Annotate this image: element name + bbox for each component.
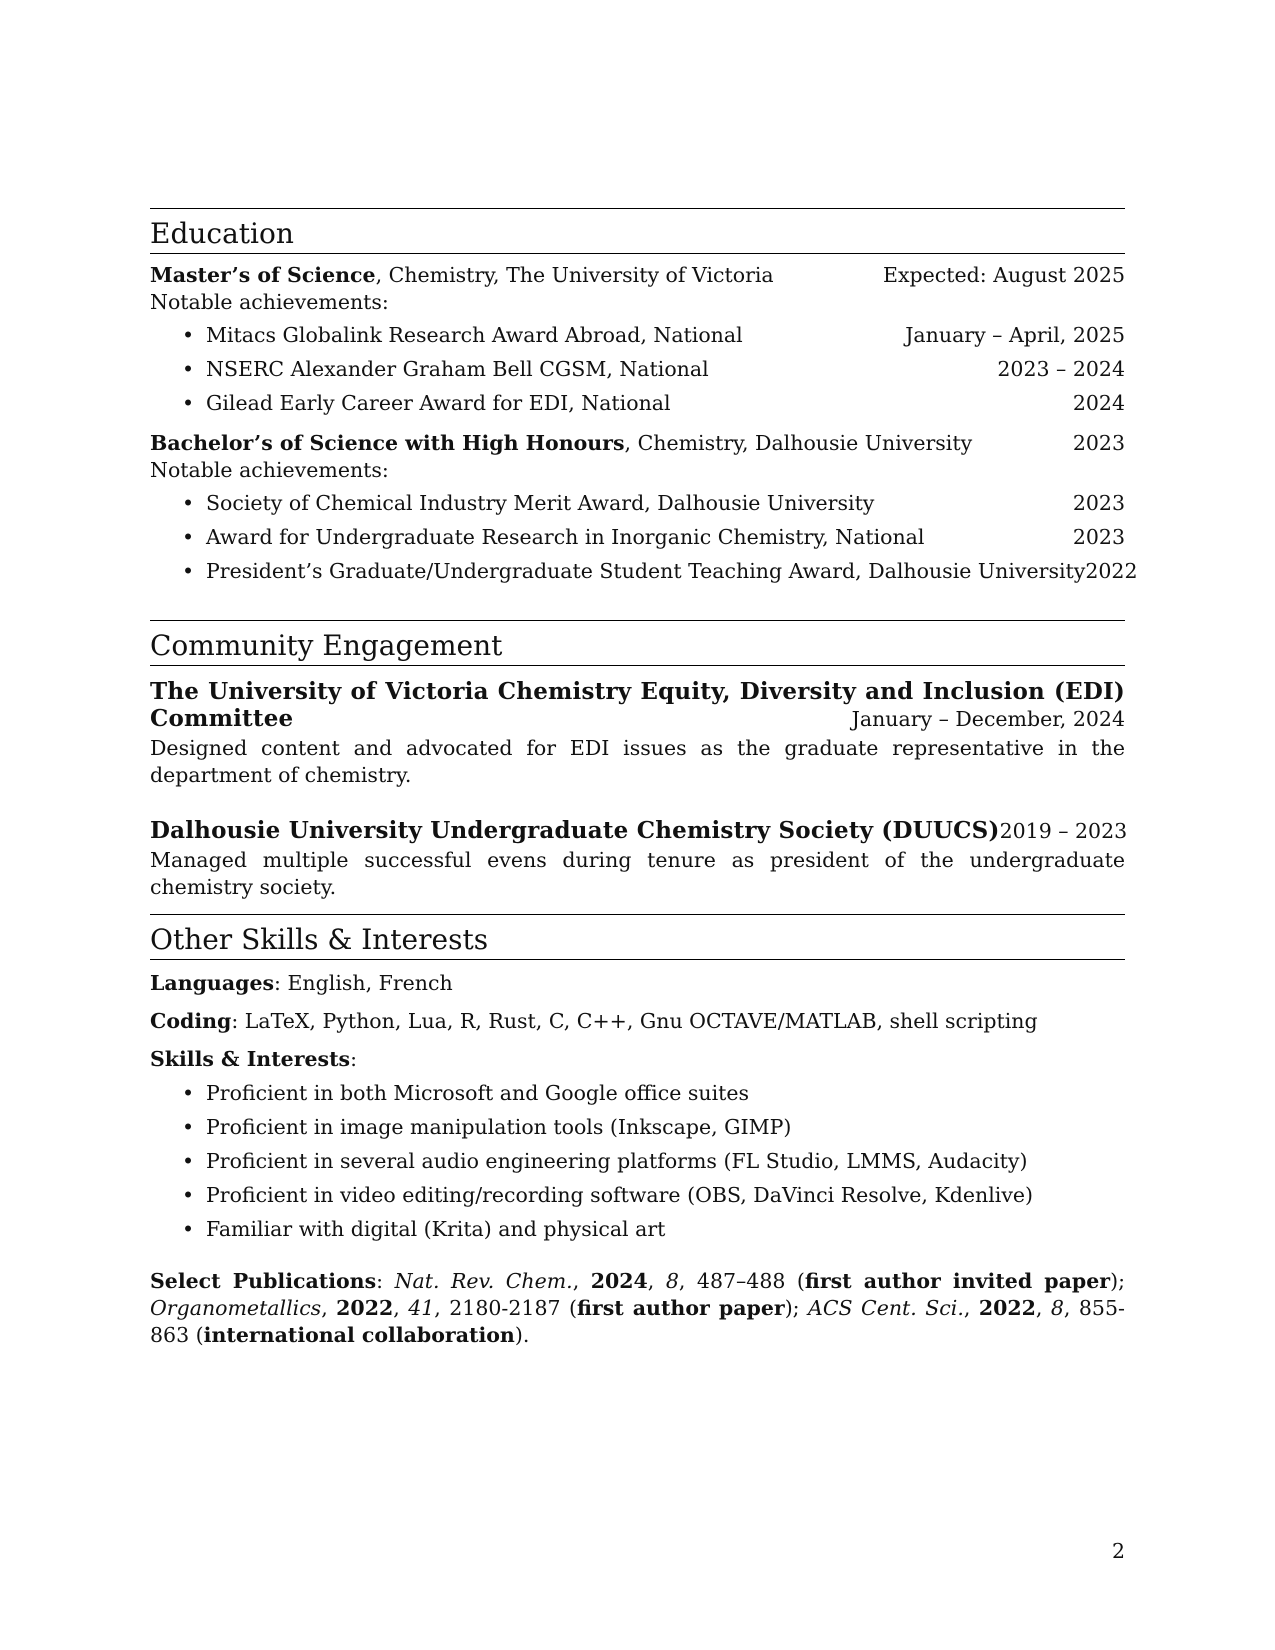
bullet-icon: • bbox=[182, 525, 195, 549]
skills-list bbox=[150, 1076, 1125, 1246]
list-item: • Society of Chemical Industry Merit Award, Dalhousie University 2023 bbox=[182, 486, 1125, 520]
list-item: • Familiar with digital (Krita) and physical art bbox=[182, 1212, 1125, 1246]
bullet-icon: • bbox=[182, 1149, 195, 1173]
list-item: • Proficient in image manipulation tools (Inkscape, GIMP) bbox=[182, 1110, 1125, 1144]
bachelors-degree: Bachelor’s of Science with High Honours bbox=[150, 431, 625, 455]
section-rule bbox=[150, 914, 1125, 915]
bachelors-notable-label: Notable achievements: bbox=[150, 458, 389, 482]
masters-achievements bbox=[150, 318, 1125, 420]
masters-entry bbox=[150, 262, 1125, 420]
duucs-entry bbox=[150, 817, 1128, 901]
community-section bbox=[150, 620, 1128, 901]
skills-section bbox=[150, 914, 1125, 1349]
skills-title: Other Skills & Interests bbox=[150, 923, 1125, 960]
bachelors-header bbox=[150, 430, 1125, 457]
bullet-icon: • bbox=[182, 391, 195, 415]
section-rule bbox=[150, 208, 1125, 209]
bullet-icon: • bbox=[182, 1183, 195, 1207]
edi-committee-name: The University of Victoria Chemistry Equity, Diversity and Inclusion (EDI) bbox=[150, 678, 1125, 705]
education-title: Education bbox=[150, 217, 1125, 254]
masters-degree: Master’s of Science bbox=[150, 263, 376, 287]
edi-committee-desc: Designed content and advocated for EDI issues as the graduate representative in the department of chemistry. bbox=[150, 736, 1125, 787]
bachelors-entry bbox=[150, 430, 1138, 588]
bullet-icon: • bbox=[182, 1081, 195, 1105]
edi-committee-entry bbox=[150, 678, 1125, 789]
coding-line: Coding: LaTeX, Python, Lua, R, Rust, C, C++, Gnu OCTAVE/MATLAB, shell scripting bbox=[150, 1009, 1038, 1033]
bullet-icon: • bbox=[182, 559, 195, 583]
bullet-icon: • bbox=[182, 357, 195, 381]
duucs-name: Dalhousie University Undergraduate Chemistry Society (DUUCS) bbox=[150, 817, 1000, 844]
education-section bbox=[150, 208, 1138, 588]
bachelors-achievements bbox=[150, 486, 1138, 588]
bachelors-school: , Chemistry, Dalhousie University bbox=[624, 431, 973, 455]
duucs-desc: Managed multiple successful evens during tenure as president of the undergraduate chemistry society. bbox=[150, 848, 1125, 899]
edi-committee-name-cont: Committee bbox=[150, 705, 294, 732]
bullet-icon: • bbox=[182, 491, 195, 515]
cv-page bbox=[150, 0, 1138, 1650]
list-item: • President’s Graduate/Undergraduate Student Teaching Award, Dalhousie University 2022 bbox=[182, 554, 1125, 588]
list-item: • Proficient in several audio engineering platforms (FL Studio, LMMS, Audacity) bbox=[182, 1144, 1125, 1178]
masters-notable-label: Notable achievements: bbox=[150, 290, 389, 314]
bullet-icon: • bbox=[182, 323, 195, 347]
list-item: • NSERC Alexander Graham Bell CGSM, National 2023 – 2024 bbox=[182, 352, 1125, 386]
masters-date: Expected: August 2025 bbox=[883, 263, 1125, 287]
list-item: • Gilead Early Career Award for EDI, National 2024 bbox=[182, 386, 1125, 420]
masters-header bbox=[150, 262, 1125, 289]
skills-interests-label: Skills & Interests: bbox=[150, 1047, 358, 1071]
page-number: 2 bbox=[1111, 1539, 1125, 1563]
edi-committee-date: January – December, 2024 bbox=[851, 707, 1125, 731]
bullet-icon: • bbox=[182, 1217, 195, 1241]
masters-school: , Chemistry, The University of Victoria bbox=[375, 263, 774, 287]
list-item: • Mitacs Globalink Research Award Abroad, National January – April, 2025 bbox=[182, 318, 1125, 352]
publications-paragraph: Select Publications: Nat. Rev. Chem., 2024, 8, 487–488 (first author invited paper); Organometallics, 2022, 41, 2180-2187 (first author paper); ACS Cent. Sci., 2022, 8, 855-863 (international collaboration). bbox=[150, 1269, 1125, 1347]
list-item: • Award for Undergraduate Research in Inorganic Chemistry, National 2023 bbox=[182, 520, 1125, 554]
bullet-icon: • bbox=[182, 1115, 195, 1139]
list-item: • Proficient in both Microsoft and Google office suites bbox=[182, 1076, 1125, 1110]
bachelors-date: 2023 bbox=[1072, 431, 1125, 455]
section-rule bbox=[150, 620, 1125, 621]
languages-line: Languages: English, French bbox=[150, 971, 453, 995]
community-title: Community Engagement bbox=[150, 629, 1125, 666]
duucs-date: 2019 – 2023 bbox=[999, 819, 1128, 843]
list-item: • Proficient in video editing/recording software (OBS, DaVinci Resolve, Kdenlive) bbox=[182, 1178, 1125, 1212]
